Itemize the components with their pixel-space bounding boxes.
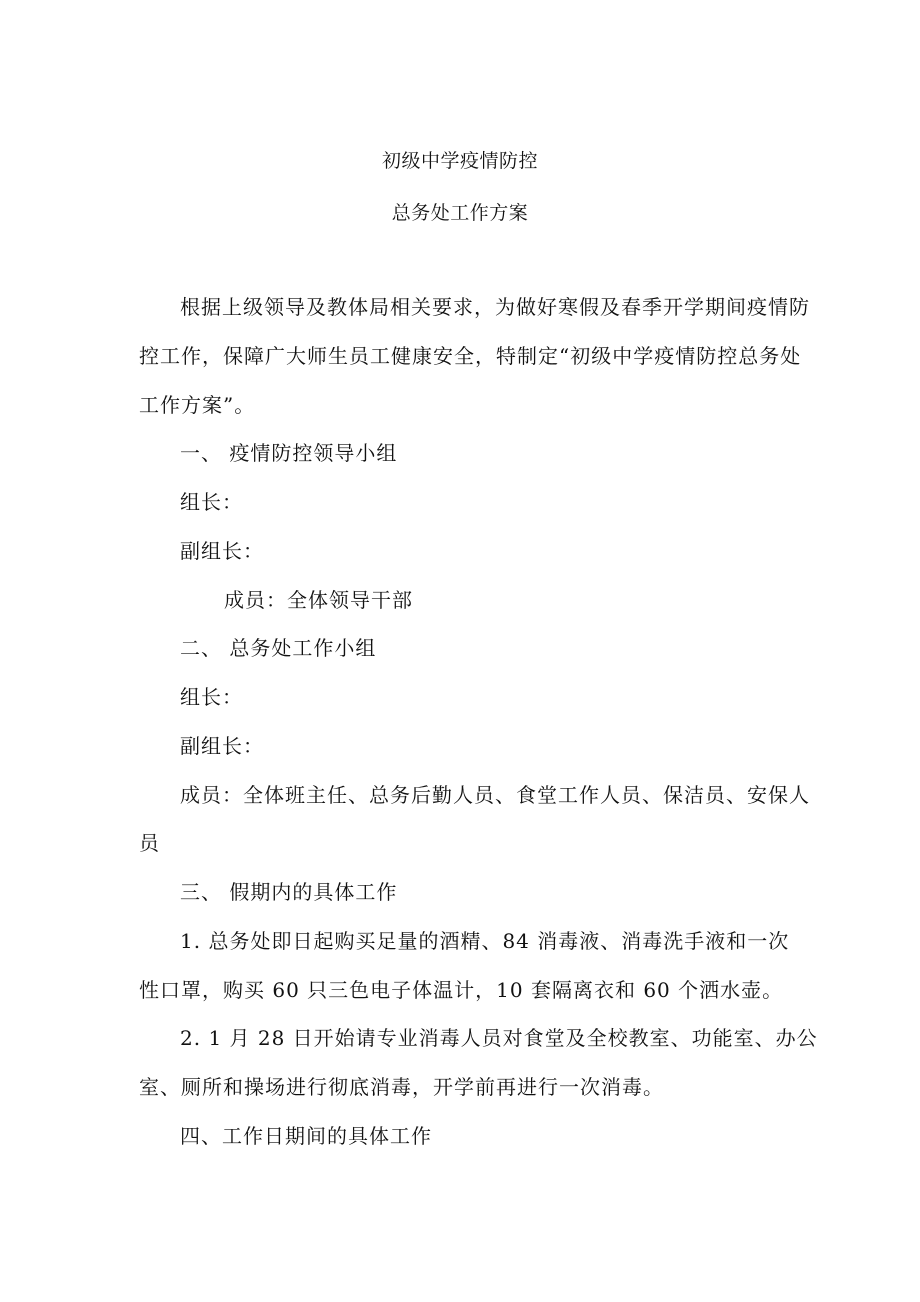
intro-paragraph-line-1: 根据上级领导及教体局相关要求，为做好寒假及春季开学期间疫情防 [180,295,810,319]
section-2-members-line-2: 员 [139,831,160,855]
document-title-line-1: 初级中学疫情防控 [381,150,538,172]
section-2-heading: 二、 总务处工作小组 [180,636,377,660]
section-2-deputy: 副组长： [180,734,264,758]
section-2-members-line-1: 成员：全体班主任、总务后勤人员、食堂工作人员、保洁员、安保人 [180,783,810,807]
section-3-item-2-line-1: 2. 1 月 28 日开始请专业消毒人员对食堂及全校教室、功能室、办公 [180,1026,818,1050]
document-title-line-2: 总务处工作方案 [391,202,529,224]
section-3-heading: 三、 假期内的具体工作 [180,880,398,904]
intro-paragraph-line-2: 控工作，保障广大师生员工健康安全，特制定“初级中学疫情防控总务处 [139,344,802,368]
section-3-item-1-line-2: 性口罩，购买 60 只三色电子体温计，10 套隔离衣和 60 个洒水壶。 [139,978,784,1002]
intro-paragraph-line-3: 工作方案”。 [139,393,256,417]
section-1-deputy: 副组长： [180,539,264,563]
section-3-item-2-line-2: 室、厕所和操场进行彻底消毒，开学前再进行一次消毒。 [139,1075,664,1099]
section-1-members: 成员：全体领导干部 [224,588,413,612]
section-2-leader: 组长： [180,685,243,709]
section-1-leader: 组长： [180,490,243,514]
section-3-item-1-line-1: 1. 总务处即日起购买足量的酒精、84 消毒液、消毒洗手液和一次 [180,929,790,953]
section-1-heading: 一、 疫情防控领导小组 [180,441,398,465]
section-4-heading: 四、工作日期间的具体工作 [180,1124,432,1148]
